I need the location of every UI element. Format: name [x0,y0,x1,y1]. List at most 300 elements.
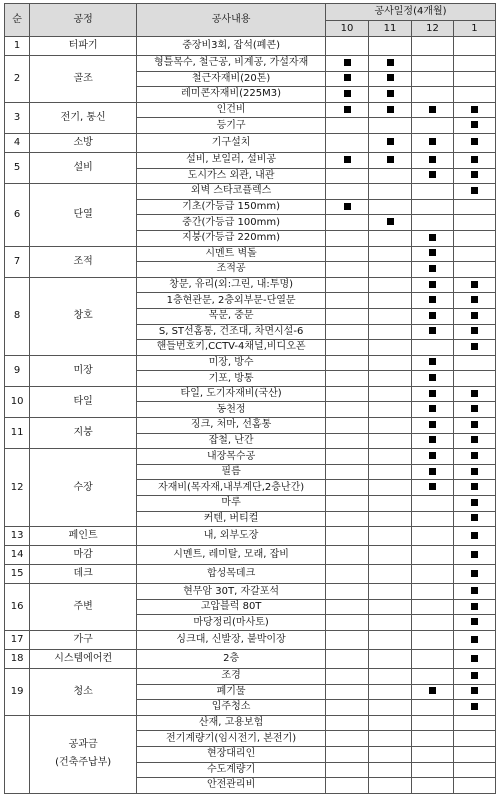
schedule-cell [412,87,454,103]
schedule-mark [429,687,436,694]
schedule-cell [326,355,369,371]
schedule-cell [369,746,412,762]
schedule-cell [412,715,454,731]
schedule-cell [326,715,369,731]
schedule-cell [369,184,412,200]
schedule-cell [369,418,412,434]
schedule-cell [326,599,369,615]
schedule-cell [369,731,412,747]
work-cell: 중간(가등급 100mm) [137,215,326,231]
process-cell: 타일 [30,386,137,417]
schedule-mark [429,106,436,113]
process-cell: 설비 [30,152,137,183]
table-row [5,184,496,200]
schedule-cell [369,402,412,418]
schedule-cell [412,731,454,747]
schedule-cell [369,293,412,309]
process-cell: 단열 [30,184,137,246]
work-cell: 조경 [137,669,326,685]
header-month: 1 [453,21,495,37]
schedule-mark [344,106,351,113]
schedule-cell [453,386,495,402]
schedule-cell [369,496,412,512]
seq-cell: 7 [5,246,30,277]
work-cell: 창문, 유리(외:그린, 내:투명) [137,277,326,293]
schedule-cell [326,746,369,762]
schedule-mark [471,570,478,577]
header-schedule: 공사일정(4개월) [326,4,496,21]
schedule-mark [471,499,478,506]
schedule-mark [387,138,394,145]
schedule-cell [453,527,495,546]
schedule-cell [412,546,454,565]
schedule-cell [412,650,454,669]
schedule-cell [412,324,454,340]
schedule-cell [453,87,495,103]
schedule-cell [412,496,454,512]
header-month: 12 [412,21,454,37]
work-cell: 고압블럭 80T [137,599,326,615]
schedule-mark [429,468,436,475]
schedule-cell [326,700,369,716]
schedule-cell [453,615,495,631]
schedule-cell [412,118,454,134]
schedule-mark [344,203,351,210]
table-row [5,527,496,546]
schedule-cell [369,511,412,527]
seq-cell: 13 [5,527,30,546]
schedule-cell [326,778,369,794]
schedule-cell [326,731,369,747]
schedule-cell [326,527,369,546]
schedule-cell [453,631,495,650]
work-cell: 형틀목수, 철근공, 비계공, 가설자재 [137,56,326,72]
schedule-cell [412,293,454,309]
schedule-cell [369,778,412,794]
schedule-cell [412,340,454,356]
process-cell: 시스템에어컨 [30,650,137,669]
schedule-mark [471,281,478,288]
schedule-cell [453,355,495,371]
schedule-cell [453,402,495,418]
schedule-cell [453,168,495,184]
work-cell: 2층 [137,650,326,669]
schedule-mark [387,59,394,66]
schedule-mark [471,171,478,178]
schedule-cell [412,631,454,650]
schedule-cell [412,37,454,56]
schedule-mark [387,74,394,81]
schedule-cell [453,133,495,152]
schedule-cell [412,669,454,685]
work-cell: 시멘트 벽돌 [137,246,326,262]
schedule-cell [412,449,454,465]
schedule-cell [412,402,454,418]
table-row [5,418,496,434]
schedule-cell [326,118,369,134]
schedule-cell [369,133,412,152]
schedule-mark [429,327,436,334]
schedule-cell [326,669,369,685]
process-cell: 창호 [30,277,137,355]
work-cell: 합성목데크 [137,565,326,584]
schedule-mark [429,436,436,443]
process-cell: 데크 [30,565,137,584]
schedule-cell [326,168,369,184]
work-cell: 레미콘자재비(225M3) [137,87,326,103]
table-row [5,669,496,685]
process-cell: 공과금 (건축주납부) [30,715,137,793]
schedule-cell [412,308,454,324]
schedule-cell [453,599,495,615]
schedule-mark [429,296,436,303]
table-row [5,152,496,168]
work-cell: 현장대리인 [137,746,326,762]
schedule-cell [453,464,495,480]
table-row [5,584,496,600]
seq-cell: 4 [5,133,30,152]
table-row [5,715,496,731]
schedule-cell [453,480,495,496]
process-cell: 페인트 [30,527,137,546]
seq-cell: 2 [5,56,30,103]
schedule-cell [412,277,454,293]
schedule-mark [471,452,478,459]
schedule-cell [369,277,412,293]
schedule-mark [429,249,436,256]
schedule-cell [326,565,369,584]
schedule-mark [471,390,478,397]
schedule-cell [453,371,495,387]
work-cell: 인건비 [137,102,326,118]
schedule-mark [471,636,478,643]
process-cell: 조적 [30,246,137,277]
schedule-cell [453,71,495,87]
schedule-mark [471,703,478,710]
work-cell: 필름 [137,464,326,480]
schedule-cell [453,650,495,669]
schedule-cell [412,184,454,200]
work-cell: 기구설치 [137,133,326,152]
schedule-cell [412,584,454,600]
schedule-cell [453,449,495,465]
schedule-cell [369,340,412,356]
schedule-cell [412,102,454,118]
schedule-mark [429,234,436,241]
schedule-cell [412,355,454,371]
schedule-cell [453,102,495,118]
schedule-mark [471,343,478,350]
schedule-cell [369,230,412,246]
schedule-mark [471,296,478,303]
schedule-cell [453,340,495,356]
schedule-cell [453,308,495,324]
table-row [5,56,496,72]
schedule-cell [369,615,412,631]
schedule-cell [326,340,369,356]
schedule-cell [412,56,454,72]
seq-cell: 3 [5,102,30,133]
seq-cell: 17 [5,631,30,650]
table-row [5,546,496,565]
seq-cell: 1 [5,37,30,56]
schedule-mark [387,90,394,97]
schedule-cell [326,133,369,152]
schedule-cell [326,386,369,402]
header-month: 11 [369,21,412,37]
schedule-cell [412,762,454,778]
schedule-cell [412,386,454,402]
schedule-mark [344,74,351,81]
schedule-cell [369,762,412,778]
schedule-mark [471,483,478,490]
table-row [5,650,496,669]
schedule-cell [326,184,369,200]
schedule-mark [387,218,394,225]
work-cell: 전기계량기(임시전기, 본전기) [137,731,326,747]
schedule-cell [453,715,495,731]
schedule-cell [412,527,454,546]
schedule-cell [369,386,412,402]
work-cell: 수도계량기 [137,762,326,778]
table-row [5,246,496,262]
work-cell: S, ST선홈통, 건조대, 차면시설-6 [137,324,326,340]
schedule-cell [412,615,454,631]
process-cell: 가구 [30,631,137,650]
schedule-cell [369,565,412,584]
schedule-mark [387,156,394,163]
schedule-cell [412,168,454,184]
work-cell: 등기구 [137,118,326,134]
schedule-cell [369,87,412,103]
schedule-cell [453,199,495,215]
schedule-cell [369,599,412,615]
work-cell: 시멘트, 레미탈, 모래, 잡비 [137,546,326,565]
schedule-cell [326,684,369,700]
schedule-mark [471,618,478,625]
schedule-cell [326,199,369,215]
schedule-cell [326,371,369,387]
table-row [5,133,496,152]
work-cell: 철근자재비(20톤) [137,71,326,87]
schedule-mark [471,551,478,558]
schedule-cell [326,152,369,168]
schedule-cell [412,371,454,387]
schedule-cell [453,731,495,747]
schedule-cell [412,433,454,449]
schedule-cell [369,464,412,480]
seq-cell: 6 [5,184,30,246]
schedule-cell [369,152,412,168]
schedule-mark [429,452,436,459]
seq-cell: 8 [5,277,30,355]
schedule-cell [369,715,412,731]
schedule-cell [453,262,495,278]
schedule-cell [412,464,454,480]
schedule-cell [453,215,495,231]
work-cell: 산재, 고용보험 [137,715,326,731]
seq-cell: 5 [5,152,30,183]
schedule-cell [326,762,369,778]
schedule-cell [326,511,369,527]
seq-cell: 19 [5,669,30,716]
schedule-cell [453,669,495,685]
schedule-cell [369,650,412,669]
schedule-cell [453,511,495,527]
table-row [5,565,496,584]
schedule-cell [369,308,412,324]
schedule-cell [453,246,495,262]
schedule-cell [326,56,369,72]
schedule-mark [344,59,351,66]
schedule-cell [453,746,495,762]
schedule-cell [453,293,495,309]
work-cell: 중장비3회, 잡석(폐콘) [137,37,326,56]
schedule-mark [429,171,436,178]
process-cell: 미장 [30,355,137,386]
schedule-cell [412,700,454,716]
schedule-cell [369,433,412,449]
schedule-mark [471,327,478,334]
schedule-mark [344,90,351,97]
seq-cell: 15 [5,565,30,584]
header-seq: 순 [5,4,30,37]
schedule-cell [453,700,495,716]
seq-cell: 12 [5,449,30,527]
schedule-cell [326,277,369,293]
schedule-cell [369,246,412,262]
schedule-cell [453,546,495,565]
schedule-cell [369,71,412,87]
process-cell: 수장 [30,449,137,527]
schedule-mark [429,374,436,381]
schedule-cell [369,324,412,340]
schedule-cell [326,102,369,118]
schedule-cell [369,480,412,496]
schedule-mark [471,138,478,145]
schedule-mark [429,156,436,163]
schedule-mark [429,281,436,288]
schedule-mark [471,514,478,521]
construction-schedule-table [4,3,496,794]
work-cell: 내, 외부도장 [137,527,326,546]
work-cell: 폐기물 [137,684,326,700]
schedule-cell [369,449,412,465]
schedule-cell [369,371,412,387]
schedule-mark [471,156,478,163]
table-row [5,277,496,293]
work-cell: 커텐, 버티컬 [137,511,326,527]
table-row [5,102,496,118]
schedule-cell [453,762,495,778]
schedule-cell [412,133,454,152]
table-header [5,4,496,37]
schedule-cell [453,418,495,434]
schedule-cell [453,496,495,512]
schedule-cell [412,71,454,87]
schedule-mark [344,156,351,163]
schedule-cell [412,511,454,527]
work-cell: 도시가스 외관, 내관 [137,168,326,184]
schedule-cell [369,584,412,600]
schedule-cell [326,480,369,496]
schedule-cell [326,418,369,434]
schedule-cell [369,168,412,184]
schedule-mark [429,390,436,397]
schedule-cell [326,230,369,246]
schedule-cell [412,565,454,584]
header-process: 공정 [30,4,137,37]
schedule-cell [453,37,495,56]
schedule-cell [453,277,495,293]
schedule-cell [369,37,412,56]
schedule-cell [453,230,495,246]
work-cell: 조적공 [137,262,326,278]
schedule-cell [412,684,454,700]
schedule-cell [412,215,454,231]
schedule-mark [471,655,478,662]
process-cell: 전기, 통신 [30,102,137,133]
schedule-mark [471,587,478,594]
schedule-mark [429,358,436,365]
schedule-mark [471,672,478,679]
seq-cell: 16 [5,584,30,631]
schedule-cell [369,631,412,650]
schedule-mark [471,312,478,319]
schedule-mark [471,421,478,428]
process-cell: 골조 [30,56,137,103]
process-cell: 청소 [30,669,137,716]
schedule-mark [471,121,478,128]
schedule-mark [429,405,436,412]
seq-cell: 14 [5,546,30,565]
work-cell: 기초(가등급 150mm) [137,199,326,215]
schedule-cell [453,565,495,584]
work-cell: 마당정리(마사토) [137,615,326,631]
schedule-cell [369,56,412,72]
work-cell: 타일, 도기자재비(국산) [137,386,326,402]
schedule-cell [412,418,454,434]
schedule-cell [369,102,412,118]
work-cell: 외벽 스타코플렉스 [137,184,326,200]
schedule-mark [429,265,436,272]
work-cell: 마루 [137,496,326,512]
schedule-cell [326,293,369,309]
process-cell: 지붕 [30,418,137,449]
schedule-cell [412,599,454,615]
schedule-cell [453,118,495,134]
schedule-cell [326,464,369,480]
seq-cell: 11 [5,418,30,449]
schedule-cell [326,449,369,465]
schedule-cell [326,246,369,262]
schedule-cell [369,546,412,565]
work-cell: 설비, 보일러, 설비공 [137,152,326,168]
schedule-cell [369,700,412,716]
schedule-mark [429,421,436,428]
schedule-cell [326,650,369,669]
schedule-mark [471,603,478,610]
schedule-cell [326,615,369,631]
schedule-cell [326,433,369,449]
header-work: 공사내용 [137,4,326,37]
work-cell: 미장, 방수 [137,355,326,371]
schedule-mark [471,468,478,475]
work-cell: 현무암 30T, 자갈포석 [137,584,326,600]
work-cell: 1층현관문, 2층외부문-단열문 [137,293,326,309]
seq-cell: 18 [5,650,30,669]
work-cell: 자재비(목자재,내부계단,2층난간) [137,480,326,496]
